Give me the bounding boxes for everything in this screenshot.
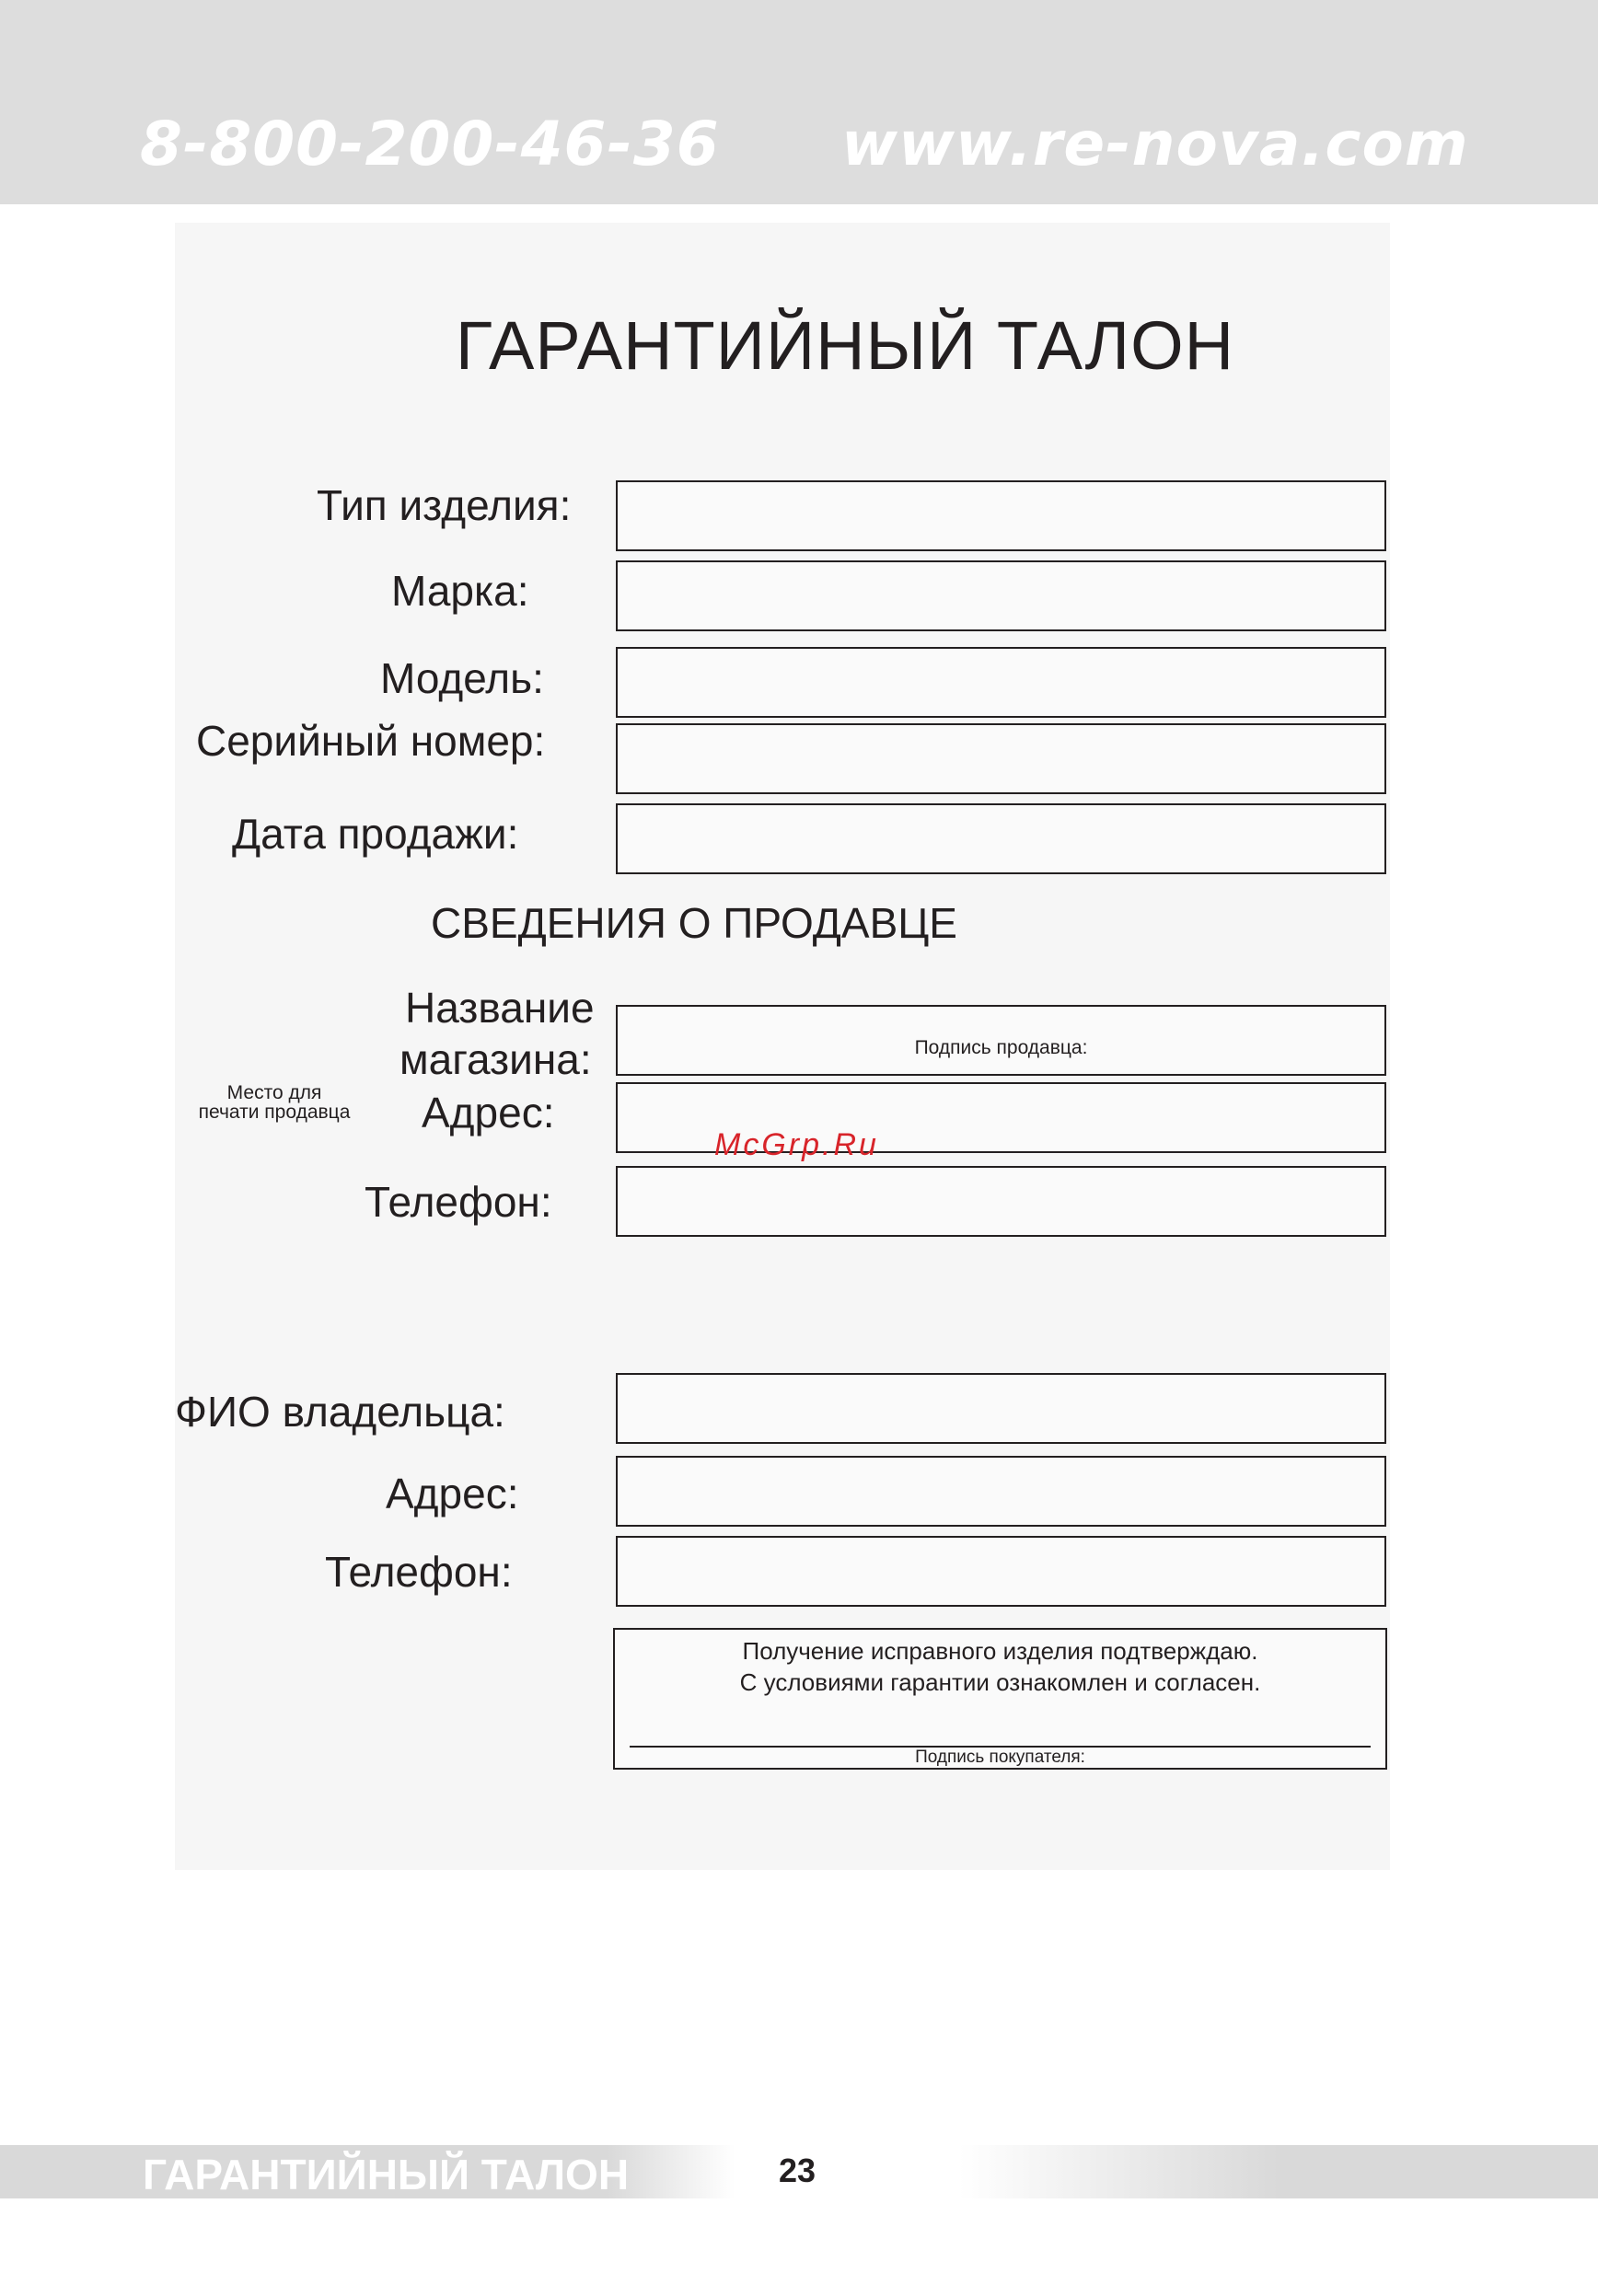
buyer-signature-label: Подпись покупателя:: [915, 1748, 1085, 1767]
label-sale-date: Дата продажи:: [232, 810, 519, 858]
field-model[interactable]: [616, 647, 1386, 718]
stamp-place-line1: Место для: [226, 1082, 322, 1103]
label-store-name-line1: Название: [405, 984, 595, 1032]
label-serial-number: Серийный номер:: [196, 717, 546, 765]
field-owner-address[interactable]: [616, 1456, 1386, 1527]
field-sale-date[interactable]: [616, 803, 1386, 874]
field-product-type[interactable]: [616, 480, 1386, 551]
label-seller-phone: Телефон:: [365, 1178, 552, 1226]
confirmation-box: [613, 1628, 1387, 1770]
stamp-place-line2: печати продавца: [198, 1102, 351, 1123]
field-store-name[interactable]: [616, 1005, 1386, 1076]
footer-section-title: ГАРАНТИЙНЫЙ ТАЛОН: [143, 2151, 630, 2198]
label-owner-phone: Телефон:: [325, 1548, 513, 1596]
watermark: McGrp.Ru: [714, 1127, 879, 1162]
label-model: Модель:: [380, 654, 544, 702]
label-seller-address: Адрес:: [422, 1089, 555, 1136]
label-store-name-line2: магазина:: [400, 1035, 592, 1083]
label-product-type: Тип изделия:: [317, 481, 572, 529]
header-phone: 8-800-200-46-36: [140, 109, 720, 179]
field-owner-name[interactable]: [616, 1373, 1386, 1444]
seller-section-title: СВЕДЕНИЯ О ПРОДАВЦЕ: [431, 899, 957, 947]
header-website: www.re-nova.com: [841, 109, 1469, 179]
confirmation-line2: С условиями гарантии ознакомлен и согласен.: [739, 1668, 1261, 1696]
field-serial-number[interactable]: [616, 723, 1386, 794]
page-title: ГАРАНТИЙНЫЙ ТАЛОН: [455, 307, 1235, 384]
label-owner-address: Адрес:: [386, 1470, 519, 1517]
label-owner-name: ФИО владельца:: [175, 1388, 505, 1436]
seller-signature-label: Подпись продавца:: [914, 1037, 1088, 1058]
field-seller-phone[interactable]: [616, 1166, 1386, 1237]
field-brand[interactable]: [616, 560, 1386, 631]
field-owner-phone[interactable]: [616, 1536, 1386, 1607]
confirmation-line1: Получение исправного изделия подтверждаю.: [742, 1637, 1258, 1665]
label-brand: Марка:: [391, 567, 529, 615]
page-number: 23: [779, 2152, 816, 2189]
